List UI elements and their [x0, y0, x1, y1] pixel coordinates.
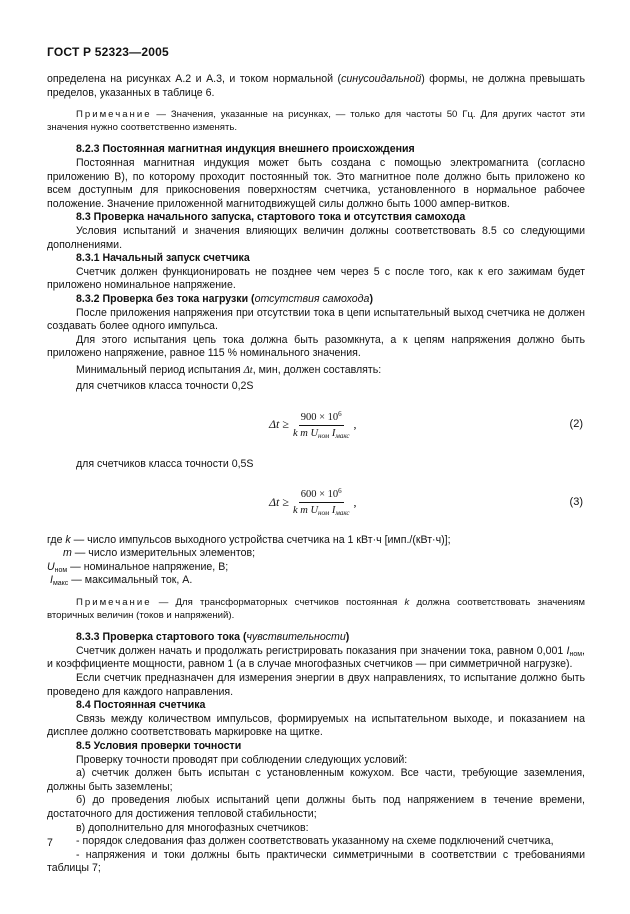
def-i: [47, 574, 585, 588]
formula-3-expression: [269, 482, 356, 524]
formula-3-den-b: I: [331, 505, 336, 517]
intro-text-c: ) формы, не должна превышать пределов, указанных в таблице 6.: [47, 73, 586, 99]
section-8-3-3-title-b: ): [345, 631, 350, 644]
formula-3-fraction: [291, 488, 351, 517]
def-u-text: — номинальное напряжение, В;: [67, 560, 229, 573]
section-8-3-3-title-a: 8.3.3 Проверка стартового тока (: [76, 631, 247, 644]
section-8-3-2-p5: для счетчиков класса точности 0,5S: [76, 458, 254, 471]
section-8-3-title: 8.3 Проверка начального запуска, стартового тока и отсутствия самохода: [76, 211, 466, 224]
formula-2-denominator: [291, 426, 351, 440]
section-8-3-3-title: [47, 631, 585, 645]
note-2-text-b: должна соответствовать значениям вторичных величин (токов и напряжений).: [47, 597, 586, 621]
formula-2-fraction: [291, 411, 351, 440]
formula-3-comma: ,: [353, 494, 357, 509]
section-8-3-2-p3-a: Минимальный период испытания: [76, 363, 244, 376]
section-8-3-2-title: [47, 293, 585, 307]
formula-2-numerator: [299, 411, 344, 426]
formula-3-numerator-base: 600 × 10: [300, 489, 339, 501]
formula-2-lhs: Δt ≥: [269, 417, 289, 432]
def-m-text: — число измерительных элементов;: [71, 547, 256, 560]
section-8-3-1-text: Счетчик должен функционировать не позднее чем через 5 с после того, как к его зажимам будет приложено номинальное напряжение.: [47, 265, 585, 292]
section-8-3-3-p1: [47, 645, 585, 672]
section-8-5-p5: - порядок следования фаз должен соответствовать указанному на схеме подключений счетчика,: [76, 835, 554, 848]
formula-2-den-sub1: ном: [318, 431, 330, 440]
section-8-3-3-p1-a: Счетчик должен начать и продолжать регистрировать показания при значении тока, равном 0,001: [76, 644, 567, 657]
section-8-3-2-title-a: 8.3.2 Проверка без тока нагрузки (: [76, 292, 255, 305]
formula-3-den-sub2: макс: [335, 509, 350, 518]
section-8-3-3-p1-b: , и коэффициенте мощности, равном 1 (а в случае многофазных счетчиков — при симметричной нагрузке).: [47, 644, 585, 671]
def-m-symbol: m: [63, 547, 72, 560]
section-8-3-2-p1: После приложения напряжения при отсутствии тока в цепи испытательный выход счетчика не должен создавать более одного импульса.: [47, 306, 585, 333]
section-8-4-title: 8.4 Постоянная счетчика: [76, 699, 206, 712]
intro-text-emphasis: синусоидальной: [341, 73, 422, 85]
intro-paragraph: [47, 73, 585, 100]
def-i-text: — максимальный ток, А.: [68, 574, 193, 587]
section-8-3-text: Условия испытаний и значения влияющих величин должны соответствовать 8.5 со следующими дополнениями.: [47, 224, 585, 251]
intro-text-a: определена на рисунках А.2 и А.3, и током нормальной (: [47, 73, 342, 85]
formula-3-den-sub1: ном: [318, 509, 330, 518]
section-8-3-2-p3-b: , мин, должен составлять:: [252, 363, 382, 376]
section-8-3-3-p2: Если счетчик предназначен для измерения энергии в двух направлениях, то испытание должно быть проведено для каждого направления.: [47, 672, 585, 698]
section-8-5-p1: Проверку точности проводят при соблюдении следующих условий:: [76, 753, 408, 766]
section-8-3-2-p3: [47, 364, 585, 378]
note-1-label: Примечание: [76, 109, 152, 121]
def-u: [47, 561, 585, 575]
formula-2-expression: [269, 404, 356, 446]
note-2-k-symbol: k: [404, 597, 410, 609]
formula-2-number: (2): [569, 418, 583, 431]
def-k-symbol: k: [65, 533, 71, 546]
formula-2-den-a: k m U: [292, 427, 319, 439]
section-8-5-p3: б) до проведения любых испытаний цепи должны быть под напряжением в течение времени, достаточного для достижения тепловой стабильности;: [47, 794, 585, 820]
formula-3-numerator-exponent: 6: [338, 487, 342, 496]
section-8-3-2-title-emphasis: отсутствия самохода: [254, 292, 370, 305]
formula-2-numerator-exponent: 6: [338, 409, 342, 418]
note-2-label: Примечание: [76, 597, 152, 609]
section-8-3-2-title-b: ): [369, 292, 373, 305]
section-8-5-p6: - напряжения и токи должны быть практически симметричными в соответствии с требованиями таблицы 7;: [47, 848, 585, 875]
section-8-5-title: 8.5 Условия проверки точности: [76, 739, 242, 752]
note-1-text: — Значения, указанные на рисунках, — только для частоты 50 Гц. Для других частот эти значения нужно соответственно изменять.: [47, 109, 585, 133]
formula-3-number: (3): [569, 495, 583, 508]
section-8-2-3-text: Постоянная магнитная индукция может быть создана с помощью электромагнита (согласно приложению В), по которому проходит постоянный ток. Это магнитное поле должно быть приложено ко всем доступным для прикосновения поверхностям счетчика, установленного в нормальное рабочее положение. Значение приложенной магнитодвижущей силы должно быть 1000 ампер-витков.: [47, 156, 585, 210]
section-8-5-p2: а) счетчик должен быть испытан с установленным кожухом. Все части, требующие заземления, должны быть заземлены;: [47, 767, 585, 793]
section-8-4-text: Связь между количеством импульсов, формируемых на испытательном выходе, и показанием на дисплее должно соответствовать маркировке на щитке.: [47, 712, 585, 739]
def-u-sub: ном: [54, 566, 68, 574]
page-number: 7: [47, 837, 53, 849]
section-8-5-p4: в) дополнительно для многофазных счетчиков:: [76, 821, 309, 834]
def-i-symbol: I: [50, 574, 53, 587]
def-u-symbol: U: [47, 560, 55, 573]
formula-2: [47, 404, 585, 446]
formula-2-numerator-base: 900 × 10: [300, 411, 339, 423]
formula-3-den-a: k m U: [292, 505, 319, 517]
def-k: [47, 534, 585, 548]
formula-3-denominator: [291, 503, 351, 517]
formula-2-den-b: I: [331, 427, 336, 439]
note-2: [47, 597, 585, 622]
def-k-prefix: где: [47, 533, 66, 546]
document-body: [47, 73, 585, 876]
formula-3: [47, 482, 585, 524]
delta-t-symbol: Δt: [243, 364, 253, 376]
def-m: [47, 547, 585, 561]
formula-3-numerator: [299, 488, 344, 503]
section-8-2-3-title: 8.2.3 Постоянная магнитная индукция внешнего происхождения: [76, 143, 415, 156]
formula-2-den-sub2: макс: [335, 431, 350, 440]
section-8-3-3-current-symbol: I: [566, 644, 570, 657]
section-8-3-2-p4: для счетчиков класса точности 0,2S: [76, 380, 254, 393]
section-8-3-1-title: 8.3.1 Начальный запуск счетчика: [76, 252, 250, 265]
formula-3-lhs: Δt ≥: [269, 494, 289, 509]
def-i-sub: макс: [52, 580, 69, 588]
formula-2-comma: ,: [353, 417, 357, 432]
note-1: [47, 109, 585, 134]
section-8-3-3-title-emphasis: чувствительности: [246, 631, 346, 644]
def-k-text: — число импульсов выходного устройства счетчика на 1 кВт·ч [имп./(кВт·ч)];: [70, 533, 451, 546]
note-2-text-a: — Для трансформаторных счетчиков постоянная: [151, 597, 405, 609]
section-8-3-2-p2: Для этого испытания цепь тока должна быть разомкнута, а к цепям напряжения должно быть приложено напряжение, равное 115 % номинального значения.: [47, 333, 585, 360]
document-header: ГОСТ Р 52323—2005: [47, 45, 169, 59]
section-8-3-3-current-sub: ном: [569, 650, 583, 658]
